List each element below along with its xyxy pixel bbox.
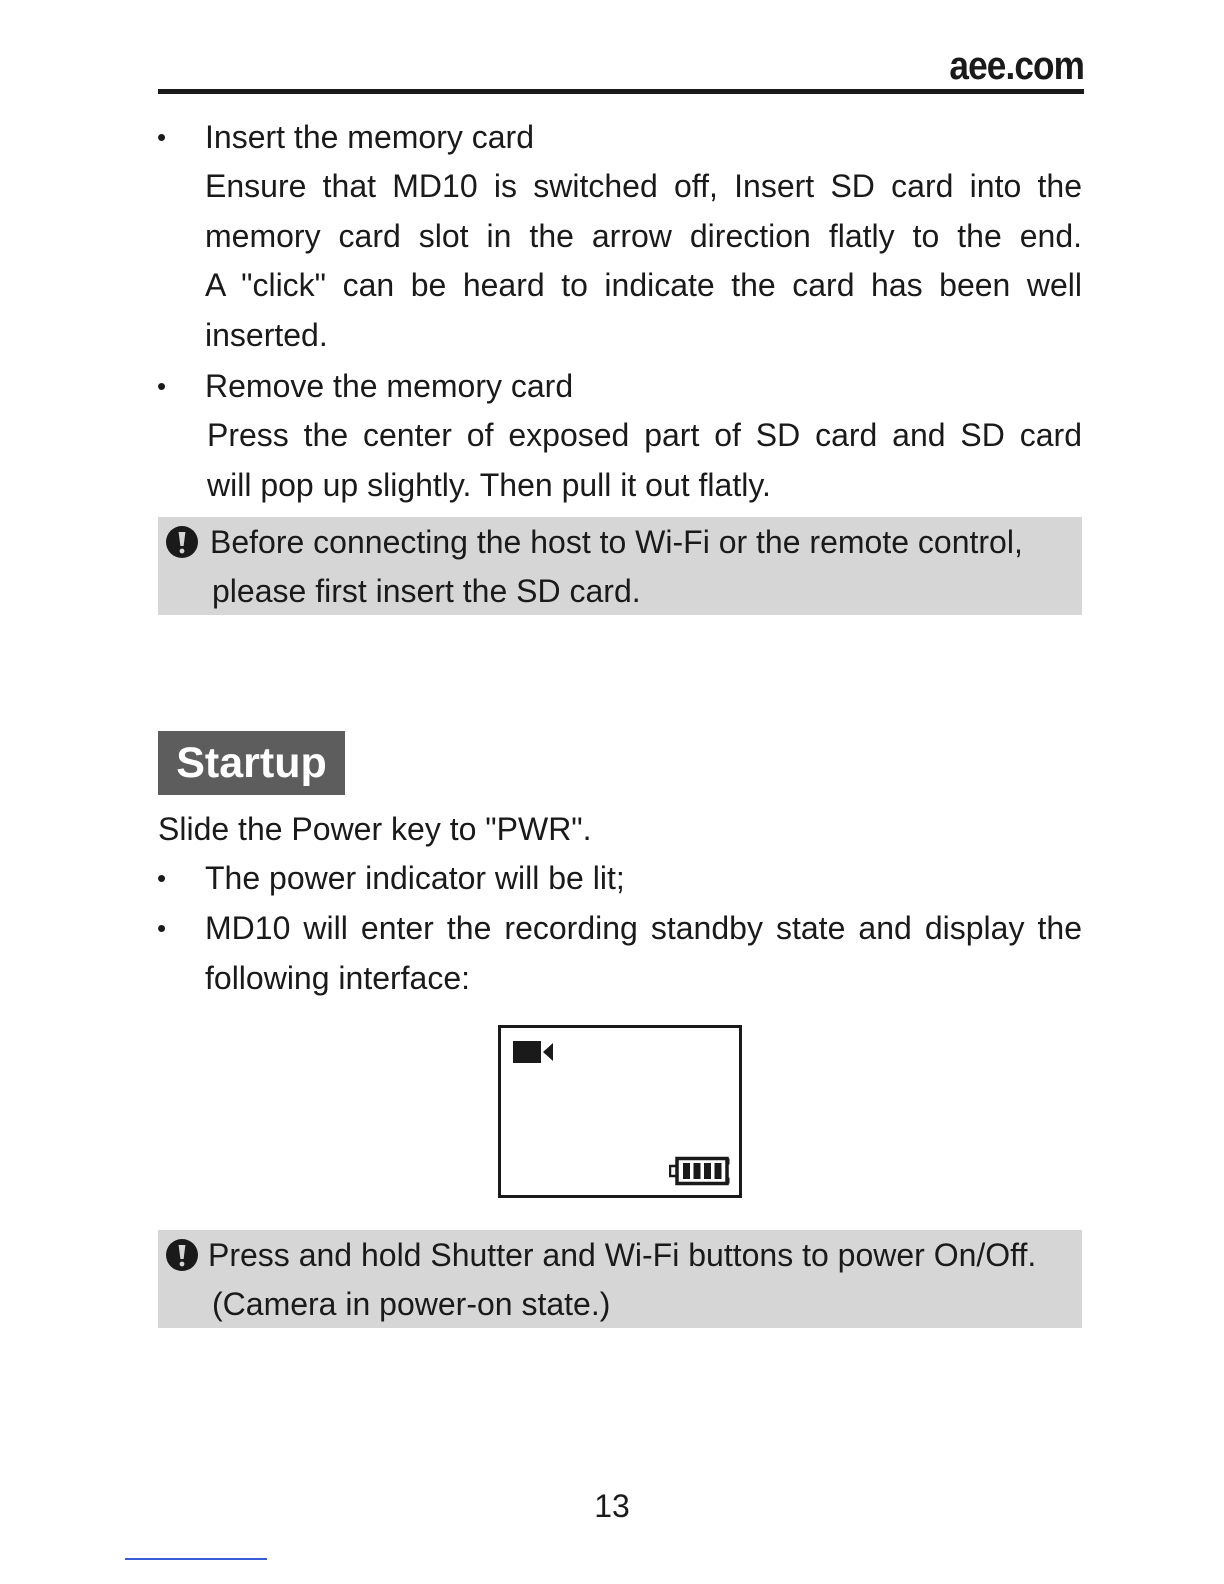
paragraph-line: following interface: <box>205 959 471 996</box>
startup-bullet-text: The power indicator will be lit; <box>205 860 625 896</box>
paragraph-line: A "click" can be heard to indicate the card has been well <box>205 267 1082 304</box>
exclamation-circle-icon <box>165 1238 199 1272</box>
note-line: Press and hold Shutter and Wi-Fi buttons to power On/Off. <box>208 1237 1037 1273</box>
header-divider <box>158 89 1084 94</box>
camera-screen-illustration <box>498 1025 742 1198</box>
remove-card-title: Remove the memory card <box>205 368 574 404</box>
remove-card-paragraph <box>207 411 1082 510</box>
bullet-marker: • <box>157 371 167 401</box>
startup-intro: Slide the Power key to "PWR". <box>158 811 592 847</box>
paragraph-line: Ensure that MD10 is switched off, Insert SD card into the <box>205 168 1082 204</box>
startup-bullet-paragraph <box>205 904 1082 1003</box>
paragraph-line: Press the center of exposed part of SD card and SD card <box>207 417 1082 453</box>
note-line: Before connecting the host to Wi-Fi or the remote control, <box>210 524 1023 560</box>
battery-full-icon <box>669 1156 731 1186</box>
battery-level-bar <box>694 1163 701 1179</box>
bullet-marker: • <box>157 122 167 152</box>
bullet-marker: • <box>157 863 167 893</box>
brand-logo-text: aee.com <box>949 44 1084 88</box>
insert-card-paragraph <box>205 162 1082 360</box>
paragraph-line: memory card slot in the arrow direction flatly to the end. <box>205 217 1082 254</box>
note-line: please first insert the SD card. <box>212 573 641 609</box>
paragraph-line: will pop up slightly. Then pull it out flatly. <box>207 466 771 503</box>
page-number: 13 <box>594 1488 630 1524</box>
insert-card-title: Insert the memory card <box>205 119 534 155</box>
paragraph-line: inserted. <box>205 316 328 353</box>
footer-link-underline <box>125 1558 267 1560</box>
battery-level-bar <box>715 1163 722 1179</box>
bullet-marker: • <box>157 913 167 943</box>
sd-card-note <box>158 517 1082 615</box>
paragraph-line: MD10 will enter the recording standby state and display the <box>205 910 1082 946</box>
exclamation-circle-icon <box>165 525 199 559</box>
battery-level-bar <box>704 1163 711 1179</box>
video-camera-icon <box>512 1039 556 1065</box>
section-heading-startup: Startup <box>158 731 345 795</box>
battery-level-bar <box>683 1163 690 1179</box>
power-note <box>158 1230 1082 1328</box>
note-line: (Camera in power-on state.) <box>212 1286 611 1322</box>
